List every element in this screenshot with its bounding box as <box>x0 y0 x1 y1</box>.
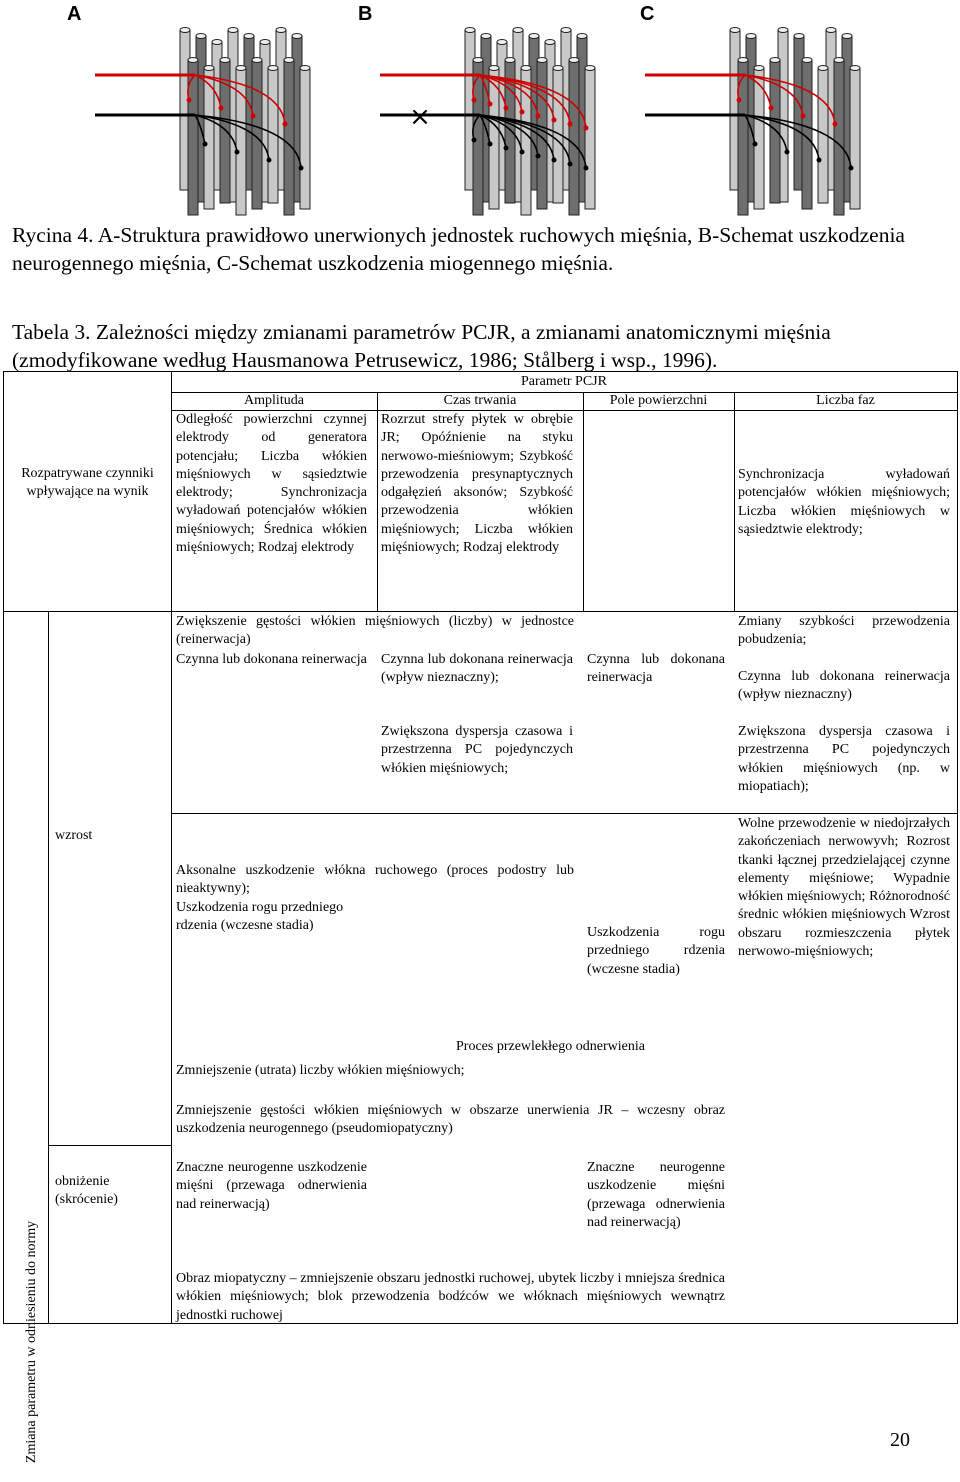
muscle-fiber-top <box>212 40 222 45</box>
muscle-fiber-top <box>746 34 756 39</box>
muscle-fiber-top <box>465 28 475 33</box>
end-plate <box>251 114 256 119</box>
end-plate <box>267 158 272 163</box>
col-header-amplituda: Amplituda <box>244 393 304 408</box>
muscle-fiber-top <box>537 58 547 63</box>
muscle-fiber-top <box>497 40 507 45</box>
end-plate <box>849 166 854 171</box>
factors-liczba-faz: Synchronizacja wyładowań potencjałów włókien mięśniowych; Liczba włókien mięśniowych w sąsiedztwie elektrody; <box>738 467 950 537</box>
decrease-znaczne-amp: Znaczne neurogenne uszkodzenie mięśni (przewaga odnerwienia nad reinerwacją) <box>176 1160 367 1212</box>
muscle-fiber-top <box>228 28 238 33</box>
muscle-fiber-top <box>521 66 531 71</box>
end-plate <box>472 98 477 103</box>
increase-czas-dyspersja: Zwiększona dyspersja czasowa i przestrzenna PC pojedynczych włókien mięśniowych; <box>381 724 573 776</box>
muscle-fiber-top <box>577 34 587 39</box>
end-plate <box>552 118 557 123</box>
end-plate <box>817 158 822 163</box>
row-label-increase: wzrost <box>55 828 93 843</box>
panel-label-c: C <box>640 3 655 25</box>
muscle-fiber-top <box>268 66 278 71</box>
end-plate <box>472 138 477 143</box>
muscle-fiber-top <box>545 40 555 45</box>
table-caption: Tabela 3. Zależności między zmianami parametrów PCJR, a zmianami anatomicznymi mięśnia (zmodyfikowane według Hausmanowa Petrusewicz, 1986; Stålberg i wsp., 1996). <box>12 320 831 372</box>
increase-faz-reinerwacja: Czynna lub dokonana reinerwacja (wpływ nieznaczny) <box>738 669 950 703</box>
decrease-zmniejszenie: Zmniejszenie (utrata) liczby włókien mięśniowych; <box>176 1063 465 1078</box>
increase-gestosc: Zwiększenie gęstości włókien mięśniowych (liczby) w jednostce (reinerwacja) <box>176 614 574 648</box>
muscle-fiber-top <box>730 28 740 33</box>
increase-faz-dyspersja: Zwiększona dyspersja czasowa i przestrzenna PC pojedynczych włókien mięśniowych (np. w miopatiach); <box>738 724 950 794</box>
end-plate <box>769 106 774 111</box>
end-plate <box>568 162 573 167</box>
factors-amplituda: Odległość powierzchni czynnej elektrody od generatora potencjału; Liczba włókien mięśniowych w sąsiedztwie elektrody; Synchronizacja wyładowań potencjałów włókien mięśniowych; Średnica włókien mięśniowych; Rodzaj elektrody <box>176 412 367 556</box>
increase-amp-rog: Uszkodzenia rogu przedniego rdzenia (wczesne stadia) <box>176 900 344 934</box>
panel-label-a: A <box>67 3 82 25</box>
end-plate <box>488 142 493 147</box>
end-plate <box>584 166 589 171</box>
page-number: 20 <box>890 1429 910 1451</box>
panel-a-normal-motor-units <box>95 28 310 216</box>
increase-przewodzenie: Zmiany szybkości przewodzenia pobudzenia; <box>738 614 950 648</box>
muscle-fiber-top <box>505 58 515 63</box>
row-axis-label: Zmiana parametru w odniesieniu do normy <box>24 1220 39 1464</box>
muscle-fiber-top <box>569 58 579 63</box>
decrease-miopatyczny: Obraz miopatyczny – zmniejszenie obszaru jednostki ruchowej, ubytek liczby i mniejsza średnica włókien mięśniowych; blok przewodzenia bodźców we włóknach mięśniowych wewnątrz jednostki ruchowej <box>176 1271 725 1323</box>
figure-caption: Rycina 4. A-Struktura prawidłowo unerwionych jednostek ruchowych mięśnia, B-Schemat uszkodzenia neurogennego mięśnia, C-Schemat uszkodzenia miogennego mięśnia. <box>12 223 905 275</box>
end-plate <box>584 126 589 131</box>
muscle-fiber-top <box>300 66 310 71</box>
muscle-fiber-top <box>236 66 246 71</box>
muscle-fiber-top <box>834 58 844 63</box>
end-plate <box>299 166 304 171</box>
axon-damage-mark: × <box>409 102 431 132</box>
end-plate <box>785 150 790 155</box>
end-plate <box>801 114 806 119</box>
muscle-fiber-top <box>738 58 748 63</box>
end-plate <box>833 122 838 127</box>
col-header-liczba-faz: Liczba faz <box>816 393 875 408</box>
muscle-fiber-top <box>244 34 254 39</box>
muscle-fiber-top <box>553 66 563 71</box>
muscle-fiber-top <box>292 34 302 39</box>
end-plate <box>504 146 509 151</box>
muscle-fiber-top <box>260 40 270 45</box>
end-plate <box>219 106 224 111</box>
muscle-fiber-top <box>196 34 206 39</box>
end-plate <box>235 150 240 155</box>
panel-b-neurogenic-damage <box>380 28 595 216</box>
muscle-fiber-top <box>778 28 788 33</box>
muscle-fiber <box>850 68 860 209</box>
panel-label-b: B <box>358 3 373 25</box>
end-plate <box>737 98 742 103</box>
muscle-fiber-top <box>284 58 294 63</box>
end-plate <box>504 106 509 111</box>
muscle-fiber-top <box>794 34 804 39</box>
muscle-fiber-top <box>561 28 571 33</box>
decrease-znaczne-pole: Znaczne neurogenne uszkodzenie mięśni (przewaga odnerwienia nad reinerwacją) <box>587 1160 725 1230</box>
muscle-fiber-top <box>513 28 523 33</box>
increase-aksonalne: Aksonalne uszkodzenie włókna ruchowego (proces podostry lub nieaktywny); <box>176 863 574 897</box>
col-header-czas: Czas trwania <box>443 393 517 408</box>
end-plate <box>203 142 208 147</box>
muscle-fiber-top <box>489 66 499 71</box>
end-plate <box>283 122 288 127</box>
muscle-fiber <box>300 68 310 209</box>
col-header-pole: Pole powierzchni <box>609 393 708 408</box>
end-plate <box>520 110 525 115</box>
muscle-fiber-top <box>220 58 230 63</box>
end-plate <box>552 158 557 163</box>
panel-c-myogenic-damage <box>645 28 860 216</box>
increase-amp-reinerwacja: Czynna lub dokonana reinerwacja <box>176 652 367 667</box>
end-plate <box>536 114 541 119</box>
muscle-fiber-top <box>276 28 286 33</box>
muscle-fiber-top <box>180 28 190 33</box>
muscle-fiber-top <box>473 58 483 63</box>
muscle-fiber-top <box>850 66 860 71</box>
param-header: Parametr PCJR <box>521 374 607 389</box>
muscle-fiber <box>834 60 844 215</box>
end-plate <box>753 142 758 147</box>
muscle-fiber-top <box>818 66 828 71</box>
muscle-fiber-top <box>252 58 262 63</box>
muscle-fiber-top <box>826 28 836 33</box>
factors-label: Rozpatrywane czynniki wpływające na wynik <box>21 466 154 500</box>
increase-pole-reinerwacja: Czynna lub dokonana reinerwacja <box>587 652 725 686</box>
muscle-fiber-top <box>204 66 214 71</box>
row-label-decrease: obniżenie (skrócenie) <box>55 1174 118 1208</box>
end-plate <box>568 122 573 127</box>
muscle-fiber-top <box>842 34 852 39</box>
muscle-fiber <box>569 60 579 215</box>
muscle-fiber-top <box>802 58 812 63</box>
end-plate <box>488 102 493 107</box>
muscle-fiber <box>284 60 294 215</box>
increase-pole-rog: Uszkodzenia rogu przedniego rdzenia (wczesne stadia) <box>587 925 725 977</box>
muscle-fiber-top <box>770 58 780 63</box>
increase-faz-list: Wolne przewodzenie w niedojrzałych zakończeniach nerwowyvh; Rozrost tkanki łącznej przedzielającej czynne elementy mięśniowe; Wypadnie włókien mięśniowych; Różnorodność średnic włókien mięśniowych Wzrost obszaru rozmieszczenia płytek nerwowo-mięśniowych; <box>738 816 950 960</box>
motor-unit-figure <box>0 0 960 220</box>
muscle-fiber-top <box>481 34 491 39</box>
muscle-fiber <box>585 68 595 209</box>
end-plate <box>520 150 525 155</box>
decrease-gestosc: Zmniejszenie gęstości włókien mięśniowych w obszarze unerwienia JR – wczesny obraz uszkodzenia neurogennego (pseudomiopatyczny) <box>176 1103 725 1137</box>
factors-czas: Rozrzut strefy płytek w obrębie JR; Opóźnienie na styku nerwowo-mieśniowym; Szybkość przewodzenia presynaptycznych odgałęzień aksonów; Szybkość przewodzenia włókien mięśniowych; Liczba włókien mięśniowych; Rodzaj elektrody <box>381 412 573 556</box>
muscle-fiber-top <box>754 66 764 71</box>
end-plate <box>536 154 541 159</box>
end-plate <box>187 98 192 103</box>
muscle-fiber-top <box>529 34 539 39</box>
decrease-proces: Proces przewlekłego odnerwienia <box>456 1039 645 1054</box>
increase-czas-reinerwacja: Czynna lub dokonana reinerwacja (wpływ nieznaczny); <box>381 652 573 686</box>
muscle-fiber-top <box>188 58 198 63</box>
muscle-fiber-top <box>585 66 595 71</box>
